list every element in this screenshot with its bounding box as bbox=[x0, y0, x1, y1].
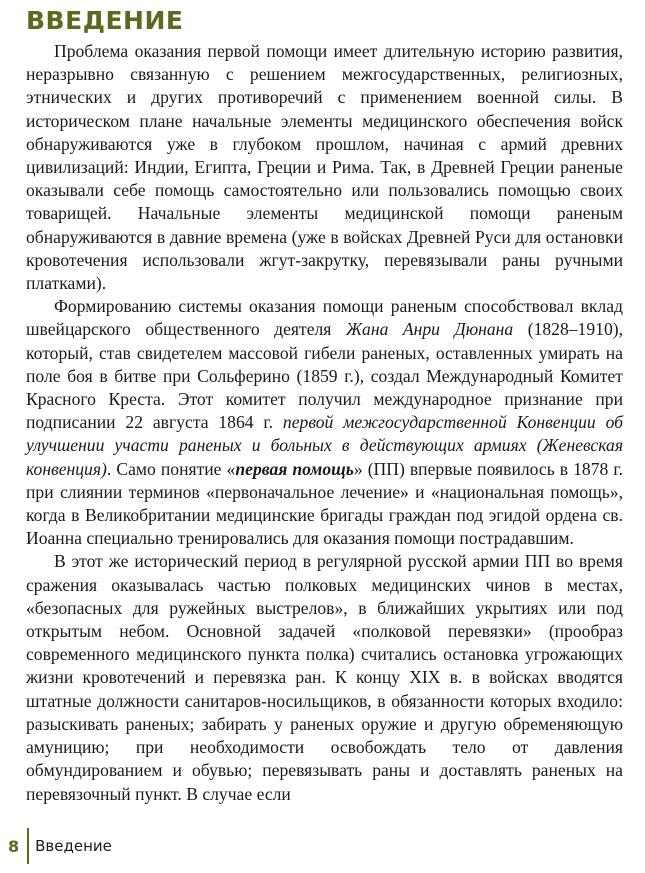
footer-divider bbox=[27, 828, 29, 864]
paragraph-2-text-2: (1828–1910), который, став свидетелем массовой гибели раненых, оставленных умирать на поле боя в битве при Сольферино (1859 г.), создал Международный Комитет Красного Креста. Этот комитет получил международное признание при подписании 22 августа 1864 г. bbox=[26, 319, 623, 433]
convention-title: первой межгосударственной Конвенции об улучшении участи раненых и больных в действующих армиях (Женевская конвенция) bbox=[26, 412, 623, 479]
running-title: Введение bbox=[35, 837, 112, 855]
page-number: 8 bbox=[8, 836, 20, 856]
term-first-aid: первая помощь bbox=[235, 458, 354, 479]
paragraph-2 bbox=[26, 295, 623, 550]
body-text bbox=[26, 40, 623, 806]
paragraph-2-text-1: Формированию системы оказания помощи раненым способствовал вклад швейцарского общественного деятеля bbox=[26, 296, 623, 340]
paragraph-2-text-4: » (ПП) впервые появилось в 1878 г. при слиянии терминов «первоначальное лечение» и «национальная помощь», когда в Великобритании медицинские бригады граждан под эгидой ордена св. Иоанна специально тренировались для оказания помощи пострадавшим. bbox=[26, 458, 623, 549]
paragraph-3: В этот же исторический период в регулярной русской армии ПП во время сражения оказывалась частью полковых медицинских чинов в местах, «безопасных для ружейных выстрелов», в ближайших укрытиях или под открытым небом. Основной задачей «полковой перевязки» (прообраз современного медицинского пункта полка) считались остановка угрожающих жизни кровотечений и перевязка ран. К концу XIX в. в войсках вводятся штатные должности санитаров-носильщиков, в обязанности которых входило: разыскивать раненых; забирать у раненых оружие и другую обременяющую амуницию; при необходимости освобождать тело от давления обмундированием и обувью; перевязывать раны и доставлять раненых на перевязочный пункт. В случае если bbox=[26, 551, 623, 804]
page-heading: ВВЕДЕНИЕ bbox=[26, 6, 184, 35]
paragraph-1: Проблема оказания первой помощи имеет длительную историю развития, неразрывно связанную с решением межгосударственных, религиозных, этнических и других противоречий с применением военной силы. В историческом плане начальные элементы медицинского обеспечения войск обнаруживаются уже в глубоком прошлом, начиная с армий древних цивилизаций: Индии, Египта, Греции и Рима. Так, в Древней Греции раненые оказывали себе помощь самостоятельно или пользовались помощью своих товарищей. Начальные элементы медицинской помощи раненым обнаруживаются в давние времена (уже в войсках Древней Руси для остановки кровотечения использовали жгут-закрутку, перевязывали раны ручными платками). bbox=[26, 41, 623, 294]
page-footer bbox=[8, 827, 112, 865]
person-name: Жана Анри Дюнана bbox=[345, 319, 514, 340]
paragraph-2-text-3: . Само понятие « bbox=[106, 458, 236, 479]
